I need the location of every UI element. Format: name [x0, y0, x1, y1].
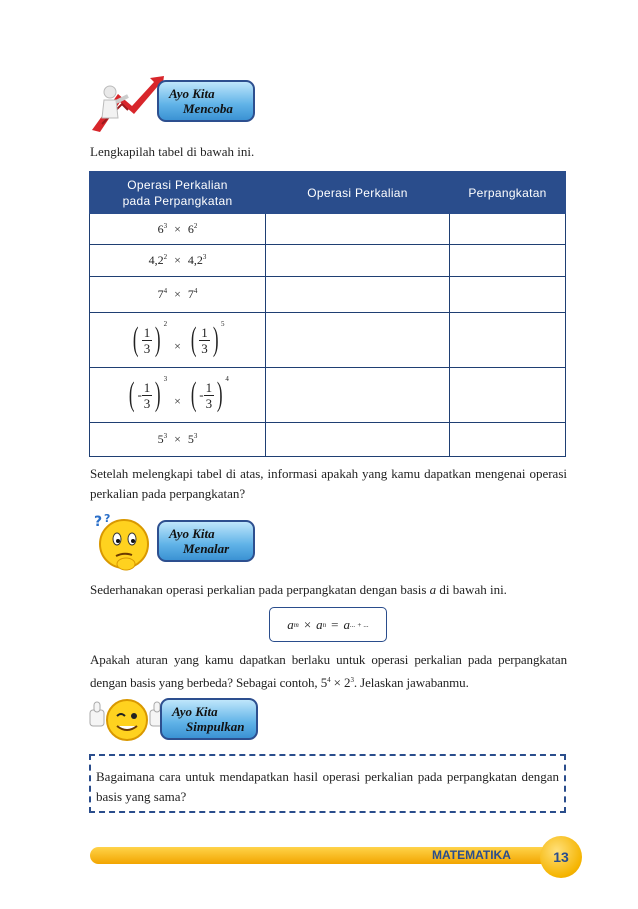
exponent: 3 — [202, 253, 207, 261]
exponent: 3 — [350, 676, 354, 684]
intro-text: Lengkapilah tabel di bawah ini. — [90, 144, 255, 159]
exponent: 3 — [163, 432, 168, 440]
badge-line2: Mencoba — [183, 101, 233, 116]
exponent: 2 — [163, 253, 168, 261]
exponent: 5 — [221, 320, 225, 328]
badge-line1: Ayo Kita — [169, 86, 215, 101]
table-row — [90, 214, 566, 245]
expression-cell — [90, 277, 266, 313]
badge-line1: Ayo Kita — [172, 704, 218, 719]
section-badge-mencoba — [157, 80, 255, 122]
answer-cell[interactable] — [450, 245, 566, 277]
base: 5 — [157, 432, 164, 446]
answer-cell[interactable] — [450, 423, 566, 457]
menalar-sentence-tail: di bawah ini. — [439, 582, 507, 597]
exercise-table — [89, 171, 566, 457]
denominator: 3 — [143, 395, 151, 411]
question-text: Setelah melengkapi tabel di atas, informasi apakah yang kamu dapatkan mengenai operasi perkalian pada perpangkatan? — [90, 466, 567, 501]
section-badge-simpulkan — [160, 698, 258, 740]
badge-line2: Menalar — [183, 541, 230, 556]
base: 6 — [157, 221, 164, 236]
denominator: 3 — [143, 340, 151, 356]
base: 7 — [187, 287, 194, 301]
base: 4,2 — [148, 253, 164, 267]
exponent: 2 — [163, 320, 168, 328]
minus-sign: - — [199, 387, 204, 402]
section-badge-menalar — [157, 520, 255, 562]
numerator: 1 — [143, 379, 151, 395]
answer-cell[interactable] — [450, 313, 566, 368]
times-sign: × — [174, 221, 181, 236]
fraction-power: ( $\frac{1}{3}$ ) 2 — [133, 320, 168, 358]
denominator: 3 — [201, 340, 208, 356]
answer-cell[interactable] — [266, 313, 450, 368]
thumbs-up-face-icon — [88, 696, 166, 742]
formula-base: a — [287, 616, 294, 632]
answer-cell[interactable] — [450, 214, 566, 245]
expression-cell — [90, 313, 266, 368]
fraction-power: ( - $\frac{1}{3}$ ) 4 — [190, 375, 229, 413]
answer-cell[interactable] — [266, 368, 450, 423]
svg-text:?: ? — [104, 512, 111, 525]
times-sign: × — [174, 394, 181, 408]
exponent: 4 — [163, 287, 168, 295]
times-sign: × — [174, 253, 181, 267]
exponent: 4 — [225, 375, 229, 383]
base: 6 — [187, 221, 194, 236]
table-header: Operasi Perkalian — [266, 172, 450, 214]
table-row — [90, 277, 566, 313]
table-row — [90, 423, 566, 457]
conclusion-box — [89, 754, 566, 813]
question2-part: Apakah aturan yang kamu dapatkan berlaku untuk operasi perkalian pada perpangkatan dengan basis yang berbeda? Sebagai contoh, 5 — [90, 652, 567, 690]
svg-text:?: ? — [94, 514, 103, 530]
exponent: 4 — [193, 287, 198, 295]
menalar-sentence: Sederhanakan operasi perkalian pada perpangkatan dengan basis — [90, 582, 427, 597]
numerator: 1 — [205, 379, 213, 395]
thinking-face-icon — [88, 512, 160, 572]
answer-cell[interactable] — [266, 423, 450, 457]
numerator: 1 — [143, 324, 151, 340]
exponent: 4 — [327, 676, 331, 684]
formula-base: a — [316, 616, 323, 632]
expression-cell — [90, 214, 266, 245]
expression-cell — [90, 368, 266, 423]
formula-exponent: ... + ... — [350, 620, 369, 629]
formula-box: a m × a n = a ... + ... — [269, 607, 387, 642]
badge-line1: Ayo Kita — [169, 526, 215, 541]
base: 4,2 — [187, 253, 203, 267]
answer-cell[interactable] — [450, 368, 566, 423]
expression-cell — [90, 423, 266, 457]
footer-subject: MATEMATIKA — [432, 848, 511, 862]
variable-a: a — [429, 582, 437, 597]
menalar-text — [90, 580, 567, 600]
answer-cell[interactable] — [450, 277, 566, 313]
badge-line2: Simpulkan — [186, 719, 245, 734]
table-header: Operasi Perkalian pada Perpangkatan — [90, 172, 266, 214]
question2-part: . Jelaskan jawabanmu. — [353, 675, 469, 690]
exponent: 3 — [163, 221, 168, 230]
question-text-2 — [90, 650, 567, 693]
conclusion-text: Bagaimana cara untuk mendapatkan hasil operasi perkalian pada perpangkatan dengan basis yang sama? — [96, 769, 559, 804]
table-header: Perpangkatan — [450, 172, 566, 214]
exponent: 3 — [193, 432, 198, 440]
answer-cell[interactable] — [266, 277, 450, 313]
times-sign: × — [174, 339, 181, 353]
exponent: 3 — [163, 375, 168, 383]
table-row — [90, 313, 566, 368]
formula-exponent: n — [322, 620, 327, 629]
base: 5 — [187, 432, 194, 446]
minus-sign: - — [137, 387, 142, 402]
formula-exponent: m — [293, 620, 299, 629]
exponent: 2 — [193, 221, 198, 230]
denominator: 3 — [205, 395, 213, 411]
base: 7 — [157, 287, 164, 301]
formula-base: a — [343, 616, 350, 632]
fraction-power: ( - $\frac{1}{3}$ ) 3 — [128, 375, 168, 413]
times-sign: × — [174, 432, 181, 446]
answer-cell[interactable] — [266, 245, 450, 277]
table-row — [90, 245, 566, 277]
question2-part: × 2 — [330, 675, 351, 690]
times-sign: × — [303, 616, 312, 632]
expression-cell — [90, 245, 266, 277]
times-sign: × — [174, 287, 181, 301]
table-header-row — [90, 172, 566, 214]
page-number: 13 — [540, 836, 582, 878]
numerator: 1 — [201, 324, 208, 340]
answer-cell[interactable] — [266, 214, 450, 245]
arrow-person-icon — [88, 74, 168, 134]
fraction-power: ( $\frac{1}{3}$ ) 5 — [190, 320, 225, 358]
table-row — [90, 368, 566, 423]
